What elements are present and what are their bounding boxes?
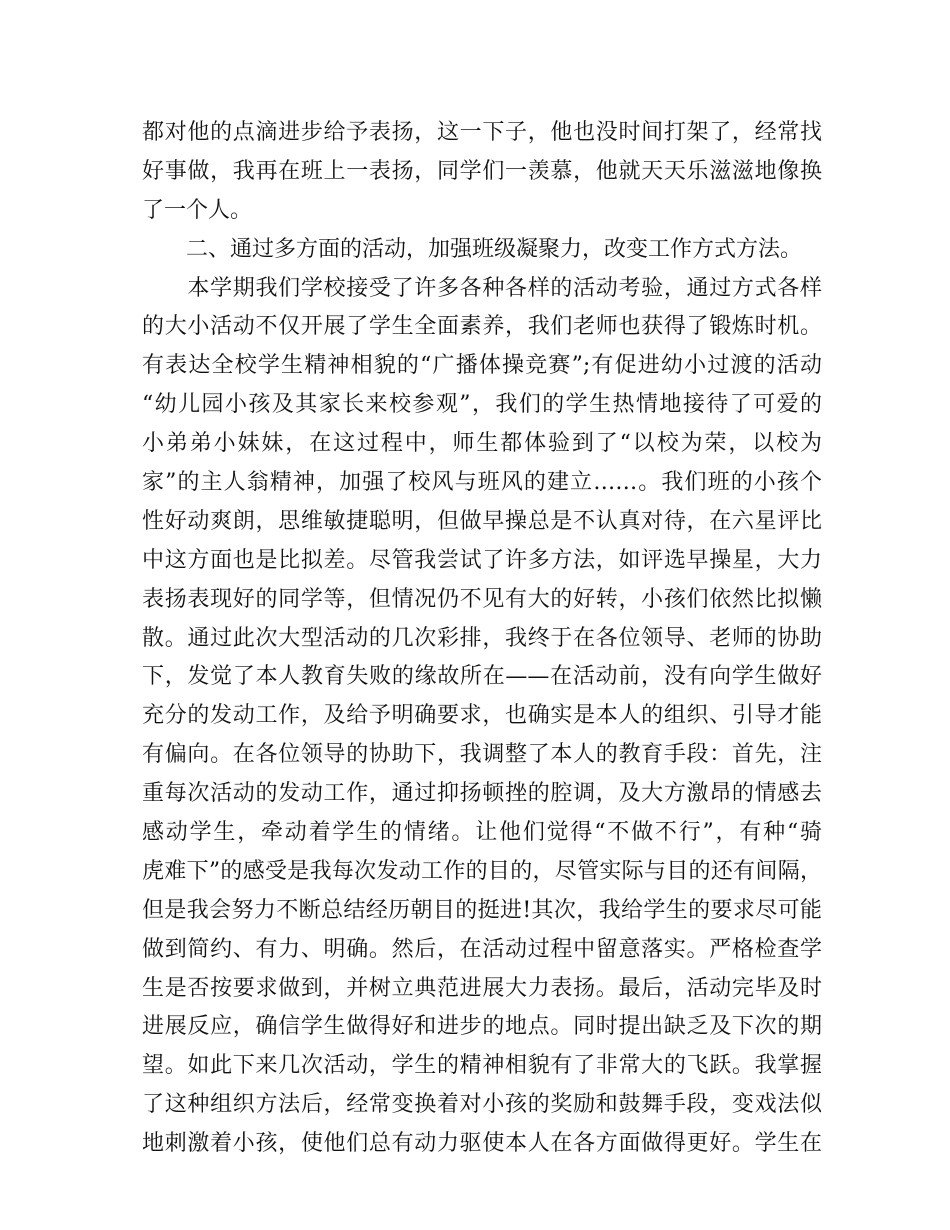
- text-line: 有偏向。在各位领导的协助下，我调整了本人的教育手段：首先，注: [142, 742, 822, 768]
- text-line: 本学期我们学校接受了许多各种各样的活动考验，通过方式各样: [142, 275, 822, 301]
- text-line: 感动学生，牵动着学生的情绪。让他们觉得“不做不行”，有种“骑: [142, 820, 822, 846]
- text-line: 充分的发动工作，及给予明确要求，也确实是本人的组织、引导才能: [142, 703, 822, 729]
- text-line: 虎难下”的感受是我每次发动工作的目的，尽管实际与目的还有间隔，: [142, 858, 822, 884]
- text-line: 二、通过多方面的活动，加强班级凝聚力，改变工作方式方法。: [142, 236, 803, 262]
- text-line: 散。通过此次大型活动的几次彩排，我终于在各位领导、老师的协助: [142, 625, 822, 651]
- text-line: 表扬表现好的同学等，但情况仍不见有大的好转，小孩们依然比拟懒: [142, 586, 822, 612]
- text-line: 了这种组织方法后，经常变换着对小孩的奖励和鼓舞手段，变戏法似: [142, 1092, 822, 1118]
- text-line: 好事做，我再在班上一表扬，同学们一羡慕，他就天天乐滋滋地像换: [142, 158, 822, 184]
- text-line: 做到简约、有力、明确。然后，在活动过程中留意落实。严格检查学: [142, 936, 822, 962]
- text-line: 进展反应，确信学生做得好和进步的地点。同时提出缺乏及下次的期: [142, 1014, 822, 1040]
- text-line: 但是我会努力不断总结经历朝目的挺进!其次，我给学生的要求尽可能: [142, 897, 822, 923]
- text-line: 家”的主人翁精神，加强了校风与班风的建立……。我们班的小孩个: [142, 470, 822, 496]
- text-line: 重每次活动的发动工作，通过抑扬顿挫的腔调，及大方激昂的情感去: [142, 781, 822, 807]
- text-line: 地刺激着小孩，使他们总有动力驱使本人在各方面做得更好。学生在: [142, 1131, 822, 1157]
- text-line: 都对他的点滴进步给予表扬，这一下子，他也没时间打架了，经常找: [142, 120, 822, 145]
- text-line: 望。如此下来几次活动，学生的精神相貌有了非常大的飞跃。我掌握: [142, 1053, 822, 1079]
- text-line: “幼儿园小孩及其家长来校参观”，我们的学生热情地接待了可爱的: [142, 392, 822, 418]
- text-line: 小弟弟小妹妹，在这过程中，师生都体验到了“以校为荣，以校为: [142, 431, 822, 457]
- text-line: 下，发觉了本人教育失败的缘故所在——在活动前，没有向学生做好: [142, 664, 822, 690]
- text-line: 生是否按要求做到，并树立典范进展大力表扬。最后，活动完毕及时: [142, 975, 822, 1001]
- body-text: [142, 114, 822, 1164]
- text-line: 了一个人。: [142, 197, 253, 223]
- text-line: 有表达全校学生精神相貌的“广播体操竞赛”;有促进幼小过渡的活动: [142, 353, 822, 379]
- text-line: 的大小活动不仅开展了学生全面素养，我们老师也获得了锻炼时机。: [142, 314, 822, 340]
- text-line: 中这方面也是比拟差。尽管我尝试了许多方法，如评选早操星，大力: [142, 547, 822, 573]
- text-line: 性好动爽朗，思维敏捷聪明，但做早操总是不认真对待，在六星评比: [142, 508, 822, 534]
